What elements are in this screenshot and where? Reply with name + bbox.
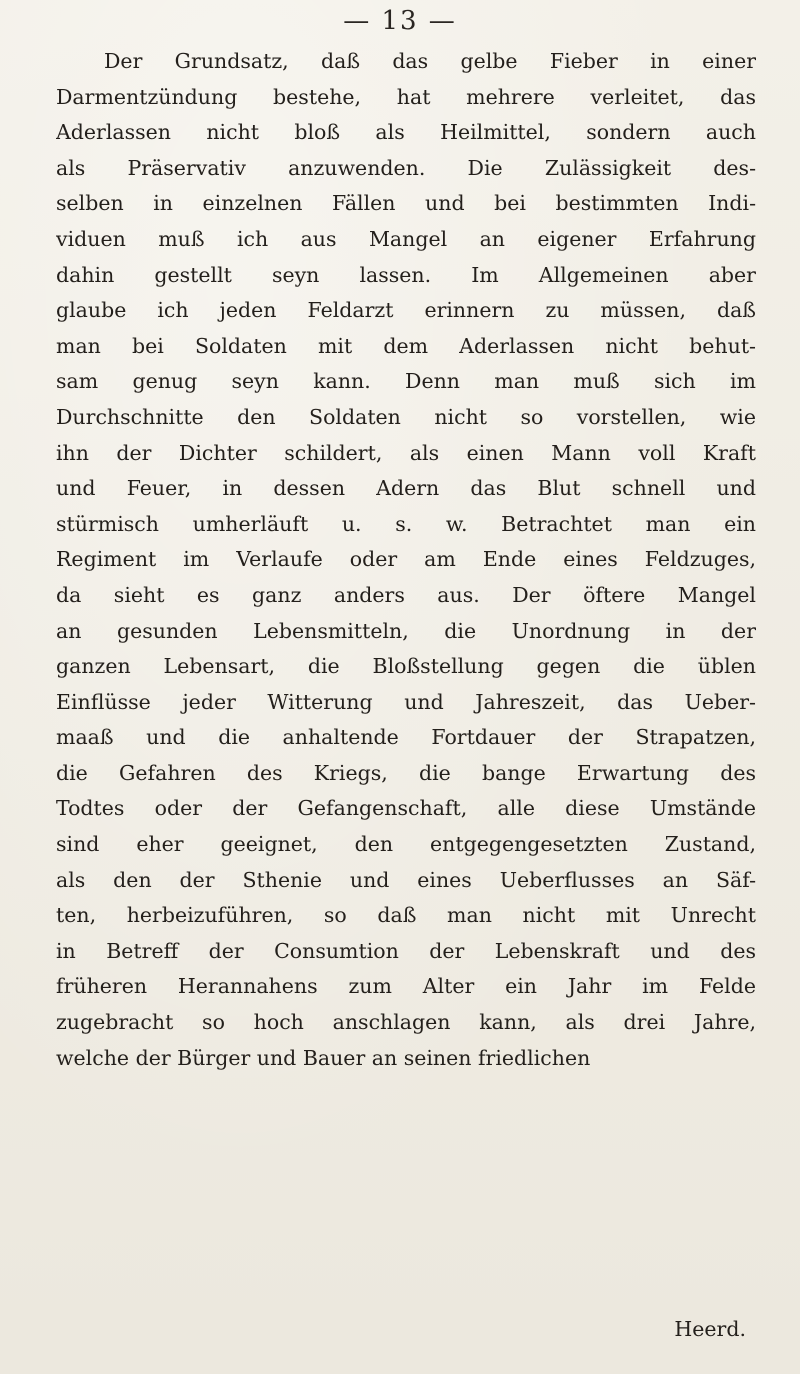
text-line: viduen muß ich aus Mangel an eigener Erfahrung	[56, 226, 756, 251]
text-line: Durchschnitte den Soldaten nicht so vorstellen, wie	[56, 404, 756, 429]
text-line: und Feuer, in dessen Adern das Blut schnell und	[56, 476, 756, 501]
text-line: an gesunden Lebensmitteln, die Unordnung in der	[56, 618, 756, 643]
text-line: welche der Bürger und Bauer an seinen friedlichen	[56, 1045, 591, 1070]
text-line: Regiment im Verlaufe oder am Ende eines Feldzuges,	[56, 547, 756, 572]
text-line: sind eher geeignet, den entgegengesetzten Zustand,	[56, 832, 756, 857]
text-line: zugebracht so hoch anschlagen kann, als drei Jahre,	[56, 1010, 756, 1035]
text-line: ganzen Lebensart, die Bloßstellung gegen die üblen	[56, 654, 756, 679]
text-line: Einflüsse jeder Witterung und Jahreszeit, das Ueber-	[56, 689, 756, 714]
text-line: selben in einzelnen Fällen und bei bestimmten Indi-	[56, 191, 756, 216]
catchword: Heerd.	[674, 1317, 746, 1341]
text-line: ihn der Dichter schildert, als einen Mann voll Kraft	[56, 440, 756, 465]
text-line: Aderlassen nicht bloß als Heilmittel, sondern auch	[56, 120, 756, 145]
text-line: Todtes oder der Gefangenschaft, alle diese Umstände	[56, 796, 756, 821]
text-line: Darmentzündung bestehe, hat mehrere verleitet, das	[56, 84, 756, 109]
text-line: ten, herbeizuführen, so daß man nicht mit Unrecht	[56, 903, 756, 928]
text-line: maaß und die anhaltende Fortdauer der Strapatzen,	[56, 725, 756, 750]
text-line: man bei Soldaten mit dem Aderlassen nicht behut-	[56, 333, 756, 358]
text-line: früheren Herannahens zum Alter ein Jahr im Felde	[56, 974, 756, 999]
text-line: die Gefahren des Kriegs, die bange Erwartung des	[56, 760, 756, 785]
body-text	[56, 44, 756, 1076]
text-line: als Präservativ anzuwenden. Die Zulässigkeit des-	[56, 155, 756, 180]
text-line: da sieht es ganz anders aus. Der öftere Mangel	[56, 582, 756, 607]
text-line: sam genug seyn kann. Denn man muß sich im	[56, 369, 756, 394]
text-line: stürmisch umherläuft u. s. w. Betrachtet man ein	[56, 511, 756, 536]
text-line: Der Grundsatz, daß das gelbe Fieber in einer	[104, 49, 756, 73]
page-number: — 13 —	[343, 6, 457, 36]
text-line: glaube ich jeden Feldarzt erinnern zu müssen, daß	[56, 298, 756, 323]
text-line: als den der Sthenie und eines Ueberflusses an Säf-	[56, 867, 756, 892]
text-line: in Betreff der Consumtion der Lebenskraft und des	[56, 938, 756, 963]
text-line: dahin gestellt seyn lassen. Im Allgemeinen aber	[56, 262, 756, 287]
